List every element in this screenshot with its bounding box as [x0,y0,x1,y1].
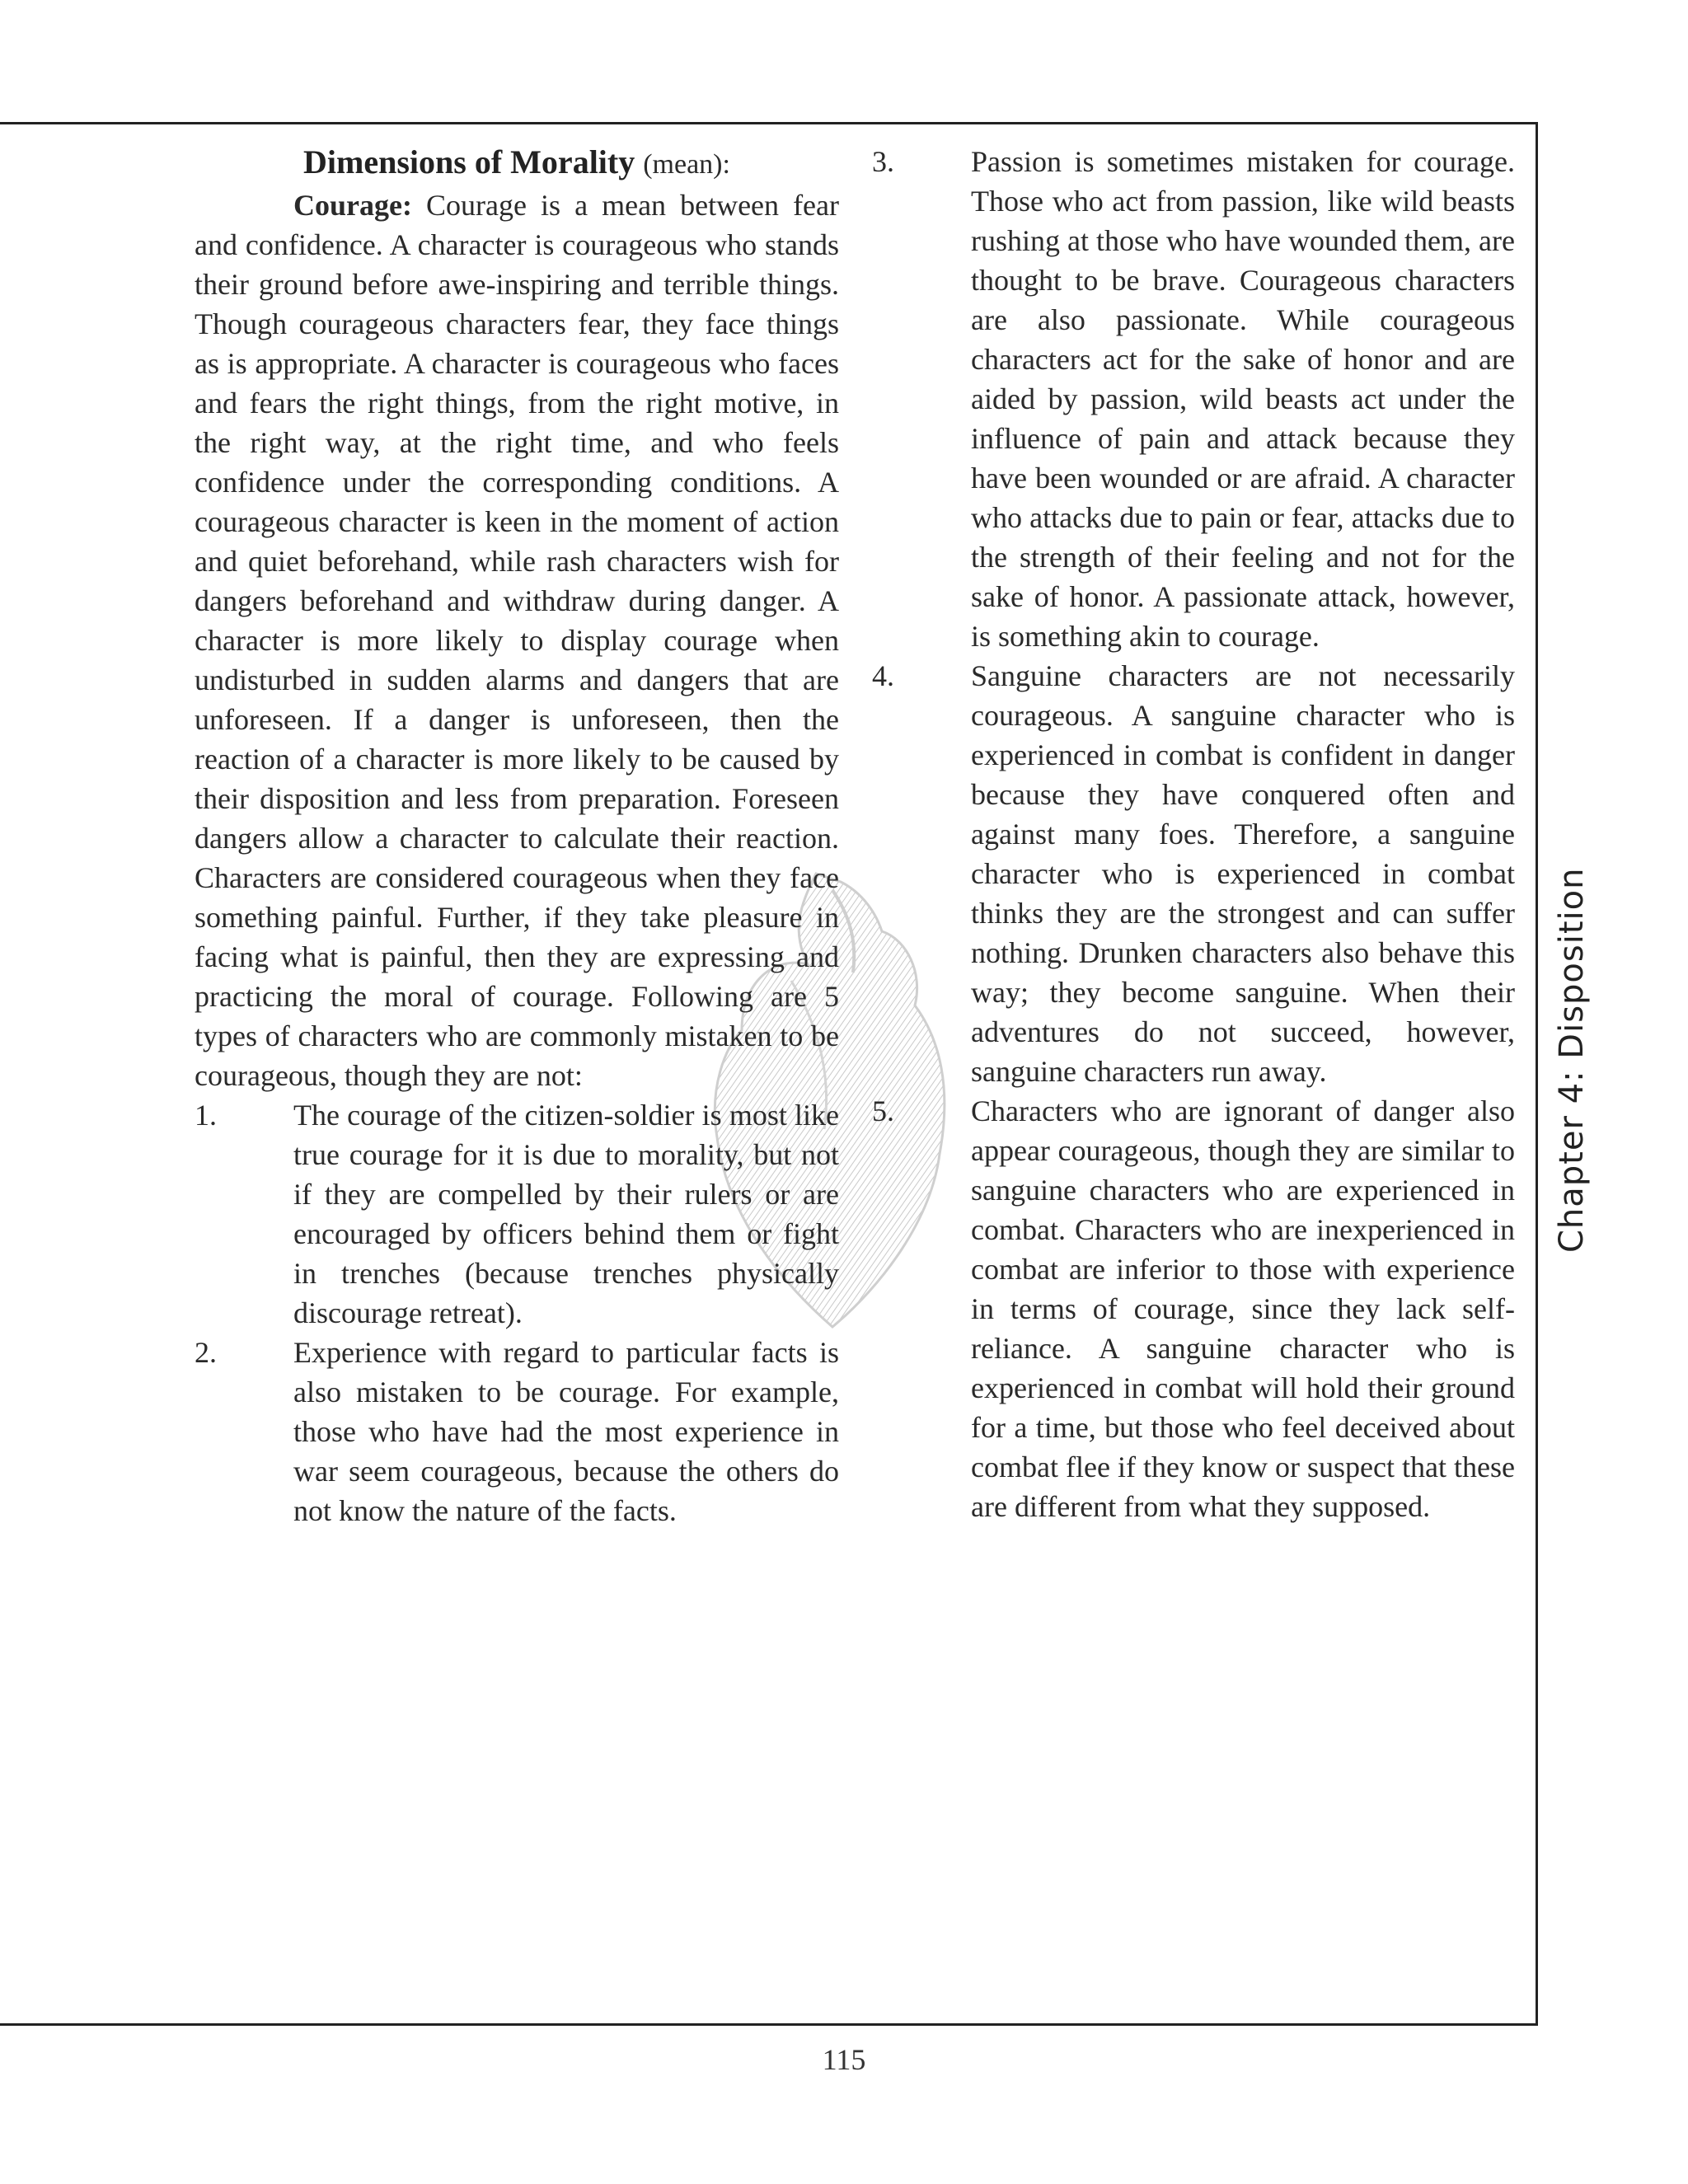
list-item-number: 5. [872,1094,894,1127]
heading-title: Dimensions of Morality [303,143,635,180]
numbered-list-right [872,142,1515,1526]
page-number: 115 [822,2043,866,2076]
list-item-text: The courage of the citizen-soldier is most like true courage for it is due to morality, but not if they are compelled by their rulers or are encouraged by officers behind them or fight in trenches (because trenches physically discourage retreat). [293,1099,839,1329]
list-item-number: 3. [872,145,894,178]
section-heading [195,142,839,185]
list-item [195,1333,839,1530]
intro-text: Courage is a mean between fear and confidence. A character is courageous who stands their ground before awe-inspiring and terrible things. Though courageous characters fear, they face things as is appropriate. A character is courageous who faces and fears the right things, from the right motive, in the right way, at the right time, and who feels confidence under the corresponding conditions. A courageous character is keen in the moment of action and quiet beforehand, while rash characters wish for dangers beforehand and withdraw during danger. A character is more likely to display courage when undisturbed in sudden alarms and dangers that are unforeseen. If a danger is unforeseen, then the reaction of a character is more likely to be caused by their disposition and less from preparation. Foreseen dangers allow a character to calculate their reaction. Characters are considered courageous when they face something painful. Further, if they take pleasure in facing what is painful, then they are expressing and practicing the moral of courage. Following are 5 types of characters who are commonly mistaken to be courageous, though they are not: [195,189,839,1092]
list-item-text: Passion is sometimes mistaken for courage. Those who act from passion, like wild beasts rushing at those who have wounded them, are thought to be brave. Courageous characters are also passionate. While courageous characters act for the sake of honor and are aided by passion, wild beasts act under the influence of pain and attack because they have been wounded or are afraid. A character who attacks due to pain or fear, attacks due to the strength of their feeling and not for the sake of honor. A passionate attack, however, is something akin to courage. [971,145,1515,653]
numbered-list-left [195,1095,839,1530]
list-item-text: Experience with regard to particular facts is also mistaken to be courage. For example, those who have had the most experience in war seem courageous, because the others do not know the nature of the facts. [293,1336,839,1527]
list-item [872,142,1515,656]
left-column [195,142,839,1530]
list-item-number: 4. [872,659,894,692]
list-item [872,1091,1515,1526]
right-column [872,142,1515,1526]
list-item [195,1095,839,1333]
list-item-text: Characters who are ignorant of danger also appear courageous, though they are similar to sanguine characters who are experienced in combat. Characters who are inexperienced in combat are inferior to those with experience in terms of courage, since they lack self-reliance. A sanguine character who is experienced in combat will hold their ground for a time, but those who feel deceived about combat flee if they know or suspect that these are different from what they supposed. [971,1094,1515,1523]
list-item-text: Sanguine characters are not necessarily courageous. A sanguine character who is experienced in combat is confident in danger because they have conquered often and against many foes. Therefore, a sanguine character who is experienced in combat thinks they are the strongest and can suffer nothing. Drunken characters also behave this way; they become sanguine. When their adventures do not succeed, however, sanguine characters run away. [971,659,1515,1088]
chapter-side-label: Chapter 4: Disposition [1553,867,1591,1253]
list-item-number: 1. [195,1099,217,1132]
intro-term: Courage: [293,189,412,222]
list-item-number: 2. [195,1336,217,1369]
heading-subtitle: (mean): [643,149,730,180]
list-item [872,656,1515,1091]
intro-paragraph [195,185,839,1095]
